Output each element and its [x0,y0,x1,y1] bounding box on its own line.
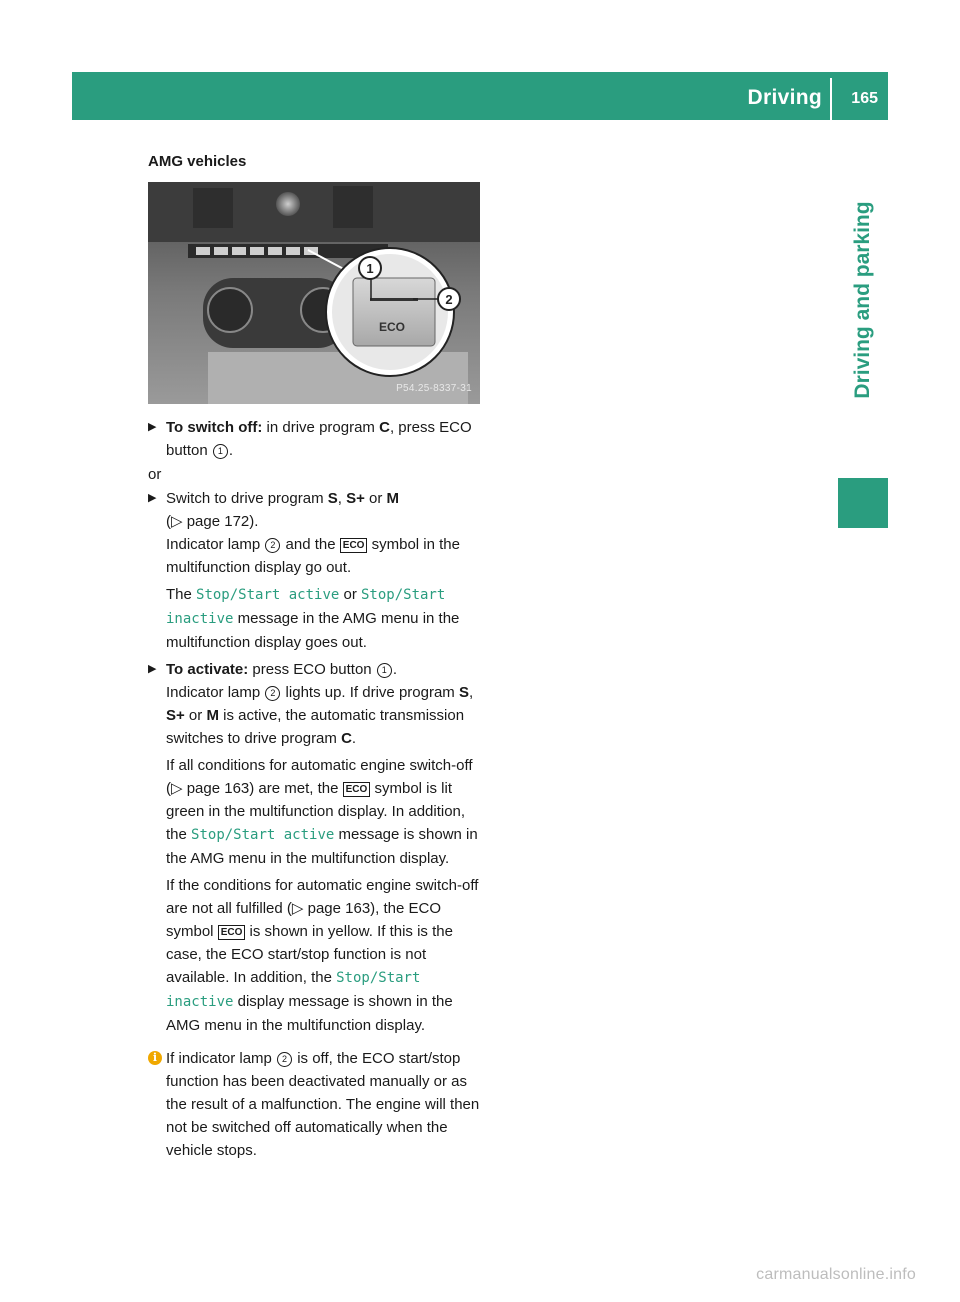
page-reference: (▷ page 172). [166,513,259,530]
drive-program: C [379,419,390,436]
step-text: message in the AMG menu in the multifunction display goes out. [166,610,460,651]
step-text: symbol in the multifunction display go out. [166,536,460,576]
step-text: . [228,442,234,459]
step-text: press ECO button [248,661,376,678]
eco-button-label: ECO [378,320,406,334]
drive-program: S+ [346,490,365,507]
step-text: is shown in yellow. If this is the case, the ECO start/stop function is not available. In addition, the [166,923,453,986]
drive-program: M [386,490,400,507]
callout-ref: 2 [277,1052,292,1067]
display-message: Stop/Start inactive [166,587,446,627]
callout-1: 1 [366,261,374,276]
info-text: If indicator lamp [166,1050,277,1067]
info-text: is off, the ECO start/stop function has been deactivated manually or as the result of a malfunction. The engine will then not be switched off automatically when the vehicle stops. [166,1050,480,1159]
chapter-label: Driving and parking [851,201,874,399]
step-switch-program [148,487,482,654]
step-text: Indicator lamp [166,536,265,553]
header-title: Driving [747,86,822,109]
step-text: and the [281,536,340,553]
step-text: Indicator lamp [166,684,265,701]
step-text: or [339,586,361,603]
step-text: symbol is lit green in the multifunction display. In addition, the [166,780,466,843]
info-note [148,1047,482,1162]
callout-ref: 2 [265,538,280,553]
main-content [148,150,482,1162]
step-text: Switch to drive program [166,490,328,507]
eco-button-figure [148,182,480,404]
step-text: If all conditions for automatic engine switch-off (▷ page 163) are met, the [166,757,473,797]
display-message: Stop/Start active [191,827,335,843]
step-switch-off [148,416,482,462]
drive-program: S [458,684,469,701]
chapter-marker [838,478,888,528]
step-text: or [364,490,387,507]
or-separator: or [148,466,162,483]
step-text: message is shown in the AMG menu in the multifunction display. [166,826,478,867]
step-text: , [337,490,347,507]
info-icon: i [148,1051,162,1065]
step-paragraph [166,874,482,1037]
step-text: . [351,730,357,747]
drive-program: S+ [166,707,185,724]
step-text: , press ECO button [166,419,472,459]
instruction-steps [148,416,482,1037]
step-text: If the conditions for automatic engine switch-off are not all fulfilled (▷ page 163), the ECO symbol [166,877,479,940]
section-title: AMG vehicles [148,153,247,170]
step-text: or [184,707,207,724]
step-text: The [166,586,197,603]
step-paragraph [166,681,482,750]
step-text: lights up. If drive program [281,684,459,701]
step-arrow-icon: ▶ [148,492,157,504]
step-label: To switch off: [166,419,263,436]
step-text: in drive program [262,419,380,436]
display-message: Stop/Start active [196,587,340,603]
callout-ref: 1 [377,663,392,678]
watermark: carmanualsonline.info [756,1266,916,1283]
chapter-side-tab [838,120,888,480]
drive-program: M [206,707,219,724]
header-bar [72,72,888,120]
drive-program: S [327,490,338,507]
dashboard-illustration [148,182,480,404]
step-paragraph [166,583,482,654]
figure-code: P54.25-8337-31 [396,383,472,394]
eco-symbol: ECO [340,538,368,553]
step-arrow-icon: ▶ [148,421,157,433]
callout-2: 2 [445,292,453,307]
step-text: . [392,661,397,678]
display-message: Stop/Start inactive [166,970,421,1010]
eco-symbol: ECO [343,782,371,797]
step-text: display message is shown in the AMG menu in the multifunction display. [166,993,453,1034]
drive-program: C [341,730,352,747]
step-label: To activate: [166,661,249,678]
step-paragraph [166,754,482,870]
header-divider [830,78,832,120]
step-arrow-icon: ▶ [148,663,157,675]
step-activate [148,658,482,1037]
eco-symbol: ECO [218,925,246,940]
callout-ref: 1 [213,444,228,459]
callout-ref: 2 [265,686,280,701]
page-number: 165 [851,90,878,107]
step-text: is active, the automatic transmission switches to drive program [166,707,465,747]
step-paragraph [166,533,482,579]
step-text: , [468,684,474,701]
